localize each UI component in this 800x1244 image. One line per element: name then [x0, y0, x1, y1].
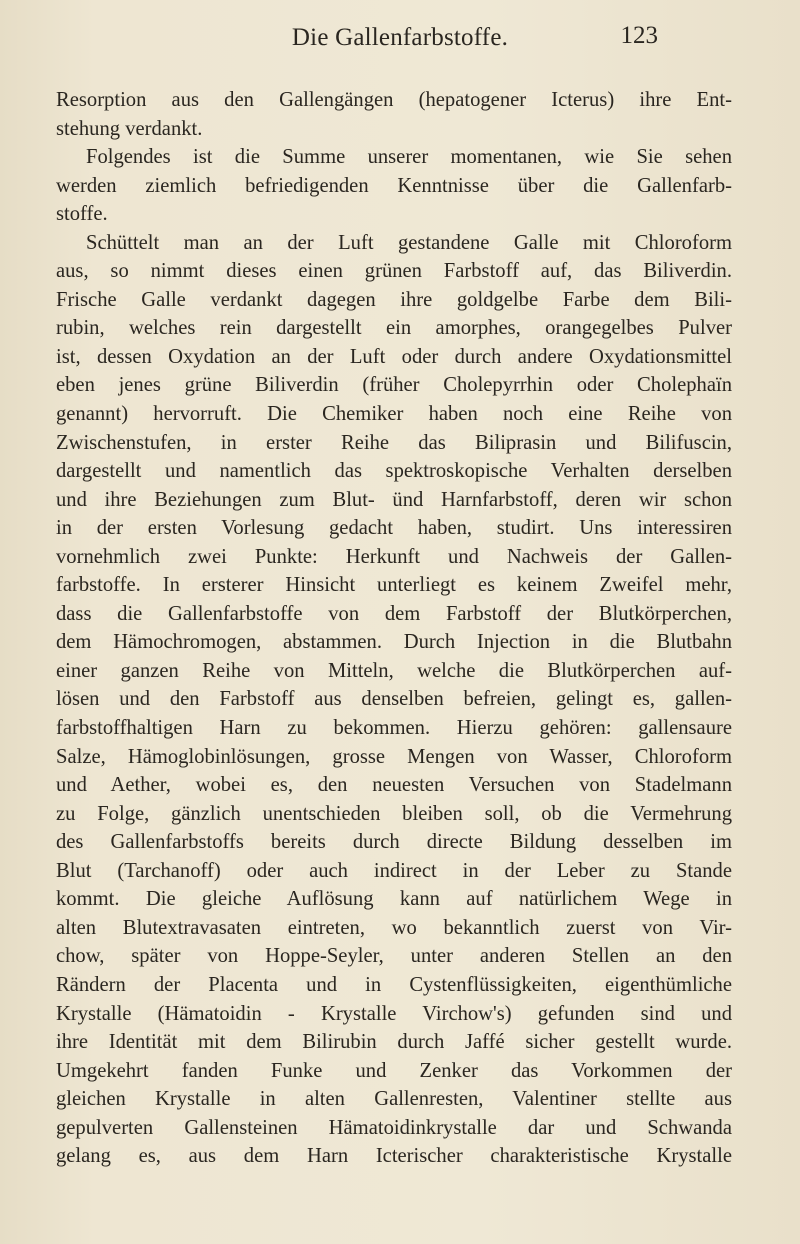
text-line: einer ganzen Reihe von Mitteln, welche die Blutkörperchen auf-	[56, 659, 732, 682]
text-line: Zwischenstufen, in erster Reihe das Biliprasin und Bilifuscin,	[56, 431, 732, 454]
text-line: farbstoffe. In ersterer Hinsicht unterliegt es keinem Zweifel mehr,	[56, 574, 732, 597]
text-line: Rändern der Placenta und in Cystenflüssigkeiten, eigenthümliche	[56, 973, 732, 996]
text-line: werden ziemlich befriedigenden Kenntnisse über die Gallenfarb-	[56, 174, 732, 197]
text-line: Frische Galle verdankt dagegen ihre goldgelbe Farbe dem Bili-	[56, 288, 732, 311]
text-line: eben jenes grüne Biliverdin (früher Cholepyrrhin oder Cholephaïn	[56, 374, 732, 397]
text-line: dargestellt und namentlich das spektroskopische Verhalten derselben	[56, 460, 732, 483]
text-line: Schüttelt man an der Luft gestandene Galle mit Chloroform	[86, 231, 732, 254]
text-line: dem Hämochromogen, abstammen. Durch Injection in die Blutbahn	[56, 631, 732, 654]
text-line: chow, später von Hoppe-Seyler, unter anderen Stellen an den	[56, 945, 732, 968]
text-line: aus, so nimmt dieses einen grünen Farbstoff auf, das Biliverdin.	[56, 260, 732, 283]
running-title: Die Gallenfarbstoffe.	[291, 24, 509, 51]
text-line: vornehmlich zwei Punkte: Herkunft und Nachweis der Gallen-	[56, 545, 732, 568]
text-line: ist, dessen Oxydation an der Luft oder durch andere Oxydationsmittel	[56, 345, 732, 368]
text-line: farbstoffhaltigen Harn zu bekommen. Hierzu gehören: gallensaure	[56, 717, 732, 740]
body-text	[56, 86, 732, 1171]
text-line: kommt. Die gleiche Auflösung kann auf natürlichem Wege in	[56, 888, 732, 911]
text-line: Umgekehrt fanden Funke und Zenker das Vorkommen der	[56, 1059, 732, 1082]
text-line: rubin, welches rein dargestellt ein amorphes, orangegelbes Pulver	[56, 317, 732, 340]
text-line: Folgendes ist die Summe unserer momentanen, wie Sie sehen	[86, 146, 732, 169]
text-line: gelang es, aus dem Harn Icterischer charakteristische Krystalle	[56, 1145, 732, 1168]
page-header	[0, 14, 800, 64]
text-line: Blut (Tarchanoff) oder auch indirect in der Leber zu Stande	[56, 859, 732, 882]
text-line: genannt) hervorruft. Die Chemiker haben noch eine Reihe von	[56, 403, 732, 426]
text-line: zu Folge, gänzlich unentschieden bleiben soll, ob die Vermehrung	[56, 802, 732, 825]
text-line: gleichen Krystalle in alten Gallenresten, Valentiner stellte aus	[56, 1088, 732, 1111]
text-line: alten Blutextravasaten eintreten, wo bekanntlich zuerst von Vir-	[56, 916, 732, 939]
text-line: Resorption aus den Gallengängen (hepatogener Icterus) ihre Ent-	[56, 89, 732, 111]
text-line: gepulverten Gallensteinen Hämatoidinkrystalle dar und Schwanda	[56, 1116, 732, 1139]
text-line: und Aether, wobei es, den neuesten Versuchen von Stadelmann	[56, 774, 732, 797]
text-line: lösen und den Farbstoff aus denselben befreien, gelingt es, gallen-	[56, 688, 732, 711]
text-line: des Gallenfarbstoffs bereits durch directe Bildung desselben im	[56, 831, 732, 854]
text-line: Salze, Hämoglobinlösungen, grosse Mengen von Wasser, Chloroform	[56, 745, 732, 768]
text-line: stoffe.	[56, 203, 108, 226]
text-line: in der ersten Vorlesung gedacht haben, studirt. Uns interessiren	[56, 517, 732, 540]
text-line: stehung verdankt.	[56, 117, 203, 140]
page-number: 123	[620, 22, 658, 49]
text-line: Krystalle (Hämatoidin - Krystalle Virchow's) gefunden sind und	[56, 1002, 732, 1025]
text-line: dass die Gallenfarbstoffe von dem Farbstoff der Blutkörperchen,	[56, 602, 732, 625]
text-line: ihre Identität mit dem Bilirubin durch Jaffé sicher gestellt wurde.	[56, 1031, 732, 1054]
text-line: und ihre Beziehungen zum Blut- ünd Harnfarbstoff, deren wir schon	[56, 488, 732, 511]
